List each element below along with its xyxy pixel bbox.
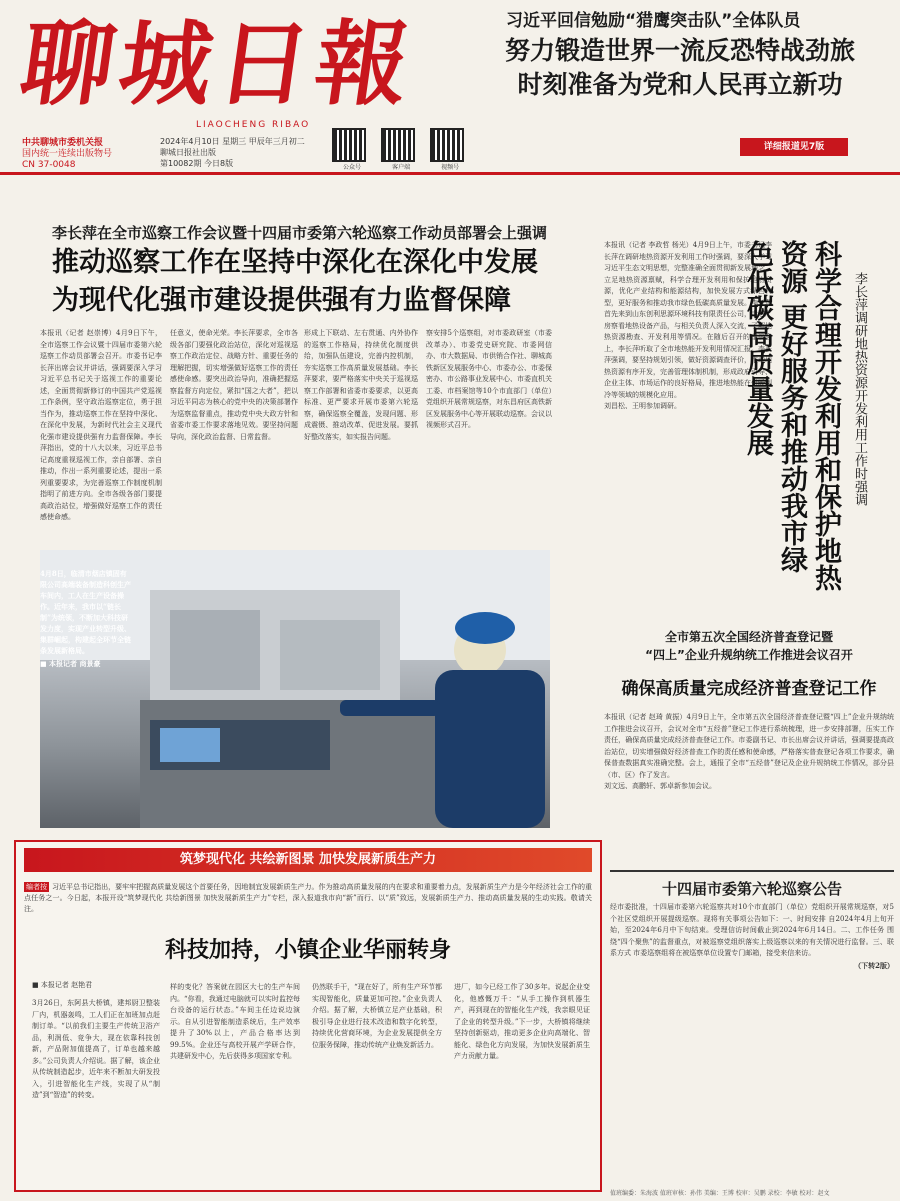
qr-code-icon[interactable] [430, 128, 464, 162]
lead-column: 形成上下联动、左右贯通、内外协作的巡察工作格局，持续优化制度供给，加强队伍建设，完善内控机制，夯实巡察工作高质量发展基础。李长萍要求，要严格落实中央关于巡视巡察工作部署和省委市委要求，以更高标准、更严要求开展市委第六轮巡察，确保巡察全覆盖，发现问题、形成震慑、推动改革、促进发展。要抓好整改落实，如实报告问题。 [304, 329, 418, 441]
publisher-name: 中共聊城市委机关报 [22, 138, 104, 148]
census-kicker [604, 628, 894, 664]
notice-text: 经市委批准，十四届市委第六轮巡察共对10个市直部门（单位）党组织开展常规巡察，对5个社区党组织开展提级巡察。现将有关事项公告如下：一、时间安排 自2024年4月上旬开始，至2024年6月中下旬结束。受理信访时间截止到2024年6月14日。二、工作任务 围绕“四个聚焦”的监督重点，对被巡察党组织落实上级巡察以来的有关情况进行监督。三、联系方式 市委巡察组将在被巡察单位设置专门邮箱，接受来信来访。 [610, 903, 894, 957]
top-story-kicker: 习近平回信勉励“猎鹰突击队”全体队员 [506, 11, 801, 31]
census-headline[interactable]: 确保高质量完成经济普查登记工作 [621, 679, 877, 699]
feature-banner: 筑梦现代化 共绘新图景 加快发展新质生产力 [24, 848, 592, 872]
qr-label: 视频号 [441, 164, 460, 171]
qr-code-icon[interactable] [381, 128, 415, 162]
headline-line: 努力锻造世界一流反恐特战劲旅 [504, 36, 855, 65]
newspaper-logo: 聊城日報 [14, 10, 422, 118]
masthead-divider [0, 172, 900, 175]
kicker-line: 全市第五次全国经济普查登记暨 [664, 630, 833, 644]
notice-body [610, 902, 894, 1172]
top-story-headline[interactable] [470, 34, 890, 102]
lead-column: 察安排5个巡察组，对市委政研室（市委改革办）、市委党史研究院、市委网信办、市大数据局、市供销合作社、聊城高铁新区发展服务中心、市委办公、市委保密办、市公路事业发展中心、市委直机关工委、市档案馆等10个市直部门（单位）党组织开展常规巡察，对东昌府区高铁新区发展服务中心等开展联动巡察。会议以视频形式召开。 [426, 329, 552, 429]
census-author: 刘文远、高鹏轩、郭卓新参加会议。 [604, 782, 716, 790]
headline-line: 时刻准备为党和人民再立新功 [517, 70, 843, 99]
feature-column: 仍然联手干，“现在好了，所有生产环节都实现智能化，质量更加可控。”企业负责人介绍。据了解，大桥镇立足产业基础，积极引导企业进行技术改造和数字化转型，持续优化营商环境，为企业发展提供全方位服务保障，推动传统产业焕发新活力。 [312, 983, 442, 1049]
census-text: 本报讯（记者 赵琦 黄振）4月9日上午，全市第五次全国经济普查登记暨“四上”企业升规纳统工作推进会议召开，会议对全市“五经普”登记工作进行系统梳理，进一步安排部署，压实工作责任，确保高质量完成经济普查登记工作。市委副书记、市长出席会议并讲话，强调要提高政治站位，切实增强做好经济普查工作的责任感和使命感，严格落实普查登记各项工作要求，确保普查数据真实准确完整。会上，通报了全市“五经普”登记及企业升规纳统工作情况，部分县（市、区）作了发言。 [604, 713, 894, 779]
notice-continued: （下转2版） [854, 960, 894, 970]
feature-headline[interactable]: 科技加持，小镇企业华丽转身 [164, 938, 451, 963]
photo-caption [40, 568, 132, 669]
headline-line: 为现代化强市建设提供强有力监督保障 [52, 285, 511, 316]
issn-label: 国内统一连续出版物号 [22, 149, 113, 159]
feature-column: 样的变化？答案就在园区大七的生产车间内。“你看，我通过电脑就可以实时监控每台设备的运行状态。”车间主任边说边演示。自从引进智能制造系统后，生产效率提升了30%以上，产品合格率达到99.5%。企业还与高校开展产学研合作，共建研发中心，先后获得多项国家专利。 [170, 983, 300, 1060]
feature-column: 3月26日，东阿县大桥镇，建邦厨卫整装厂内，机器轰鸣，工人们正在加班加点赶制订单。“以前我们主要生产传统卫浴产品，利润低、竞争大，现在依靠科技创新，产品附加值提高了，订单也越来越多。”公司负责人介绍说。据了解，该企业从传统制造起步，近年来不断加大研发投入，引进智能化生产线，实现了从“制造”到“智造”的转变。 [32, 999, 160, 1099]
footer-credits: 值班编委：朱海波 值班审核：孙伟 美编：王博 校审：吴鹏 录校：李敏 校对：赵文 [610, 1190, 830, 1197]
feature-column: 进厂，如今已经工作了30多年。说起企业变化，他感慨万千：“从手工操作到机器生产，再到现在的智能化生产线，我亲眼见证了企业的转型升级。”下一步，大桥镇将继续坚持创新驱动，推动更多企业向高端化、智能化、绿色化方向发展，为加快发展新质生产力贡献力量。 [454, 983, 590, 1060]
issue-info [160, 136, 320, 169]
qr-code-icon[interactable] [332, 128, 366, 162]
feature-byline: ■ 本报记者 赵艳君 [32, 981, 93, 989]
kicker-line: “四上”企业升规纳统工作推进会议召开 [645, 648, 853, 662]
census-body [604, 712, 894, 862]
detail-link-button[interactable]: 详细报道见7版 [740, 138, 848, 156]
date-line: 2024年4月10日 星期三 甲辰年三月初二 [160, 137, 305, 146]
qr-label: 公众号 [342, 164, 361, 171]
right-story-kicker: 李长萍调研地热资源开发利用工作时强调 [852, 272, 867, 506]
publisher-line: 聊城日报社出版 [160, 148, 216, 157]
publisher-info [22, 138, 142, 171]
lead-column: 任意义，使命光荣。李长萍要求，全市各级各部门要强化政治站位，深化对巡视巡察工作政治定位、战略方针、重要任务的理解把握，切实增强做好巡察工作的责任感使命感。要突出政治导向，准确把握巡察监督方向定位，紧扣“国之大者”，把以习近平同志为核心的党中央的决策部署作为巡察监督重点，推动党中央大政方针和省委市委工作要求落地见效。要坚持问题导向，深化政治监督、日常监督。 [170, 329, 298, 441]
right-story-title[interactable]: 科学合理开发利用和保护地热资源 更好服务和推动我市绿色低碳高质量发展 [742, 240, 841, 591]
lead-column: 本报讯（记者 赵崇博）4月9日下午，全市巡察工作会议暨十四届市委第六轮巡察工作动员部署会召开。市委书记李长萍出席会议并讲话，强调要深入学习习近平总书记关于巡视工作的重要论述，全面贯彻新修订的中国共产党巡视工作条例，坚守政治巡察定位，勇于担当作为，推动巡察工作在坚持中深化、在深化中发展，为新时代社会主义现代化强市建设提供强有力监督保障。李长萍指出，党的十八大以来，习近平总书记高度重视巡视工作，亲自部署、亲自推动，作出一系列重要论述，提出一系列重要要求，为完善巡察工作制度机制指明了前进方向。全市各级各部门要提高政治站位，增强做好巡察工作的责任感使命感。 [40, 329, 162, 521]
masthead [0, 0, 900, 178]
lead-headline[interactable] [52, 244, 592, 320]
qr-group [332, 128, 470, 173]
lead-kicker: 李长萍在全市巡察工作会议暨十四届市委第六轮巡察工作动员部署会上强调 [52, 224, 548, 242]
right-story-author: 刘昌松、王明参加调研。 [604, 402, 681, 410]
cn-number: CN 37-0048 [22, 160, 76, 170]
editor-note [24, 882, 592, 926]
caption-text: 4月8日，临清市烟店镇固有限公司高端装备制造科创生产车间内，工人在生产设备操作。近年来，我市以“链长制”为统领，不断加大科技研发力度，实现产业转型升级、集群崛起，构建起全环节全链条发展新格局。 [40, 569, 131, 655]
photo-credit: ■ 本报记者 商景豪 [40, 659, 101, 668]
editor-note-text: 习近平总书记指出，要牢牢把握高质量发展这个首要任务，因地制宜发展新质生产力。作为推动高质量发展的内在要求和重要着力点，发展新质生产力是今年经济社会工作的重点任务之一。今日起，本报开设“筑梦现代化 共绘新图景 加快发展新质生产力”专栏，深入报道我市向“新”而行、以“质”致远，发展新质生产力、推动高质量发展的生动实践。敬请关注。 [24, 883, 592, 913]
qr-label: 客户端 [392, 164, 411, 171]
headline-line: 推动巡察工作在坚持中深化在深化中发展 [52, 247, 538, 278]
issue-number: 第10082期 今日8版 [160, 159, 234, 168]
notice-title[interactable]: 十四届市委第六轮巡察公告 [661, 880, 842, 898]
newspaper-pinyin: LIAOCHENG RIBAO [196, 120, 311, 130]
right-story-text: 本报讯（记者 李政哲 杨光）4月9日上午，市委书记李长萍在调研地热资源开发利用工作时强调，要深入学习习近平生态文明思想，完整准确全面贯彻新发展理念，立足地热资源禀赋，科学合理开发利用和保护地热资源，优化产业结构和能源结构，加快发展方式绿色转型，更好服务和推动我市绿色低碳高质量发展。李长萍首先来到山东创利思源环境科技有限责任公司，走进厂房察看地热设备产品，与相关负责人深入交流，了解地热资源勘查、开发利用等情况。在随后召开的座谈会上，李长萍听取了全市地热能开发利用情况汇报。李长萍强调，要坚持规划引领，做好资源调查评价，推动地热资源有序开发，完善管理体制机制，形成政府引导、企业主体、市场运作的良好格局，推进地热能在供暖制冷等领域的规模化应用。 [604, 241, 772, 399]
editor-note-tag: 编者按 [26, 883, 47, 891]
